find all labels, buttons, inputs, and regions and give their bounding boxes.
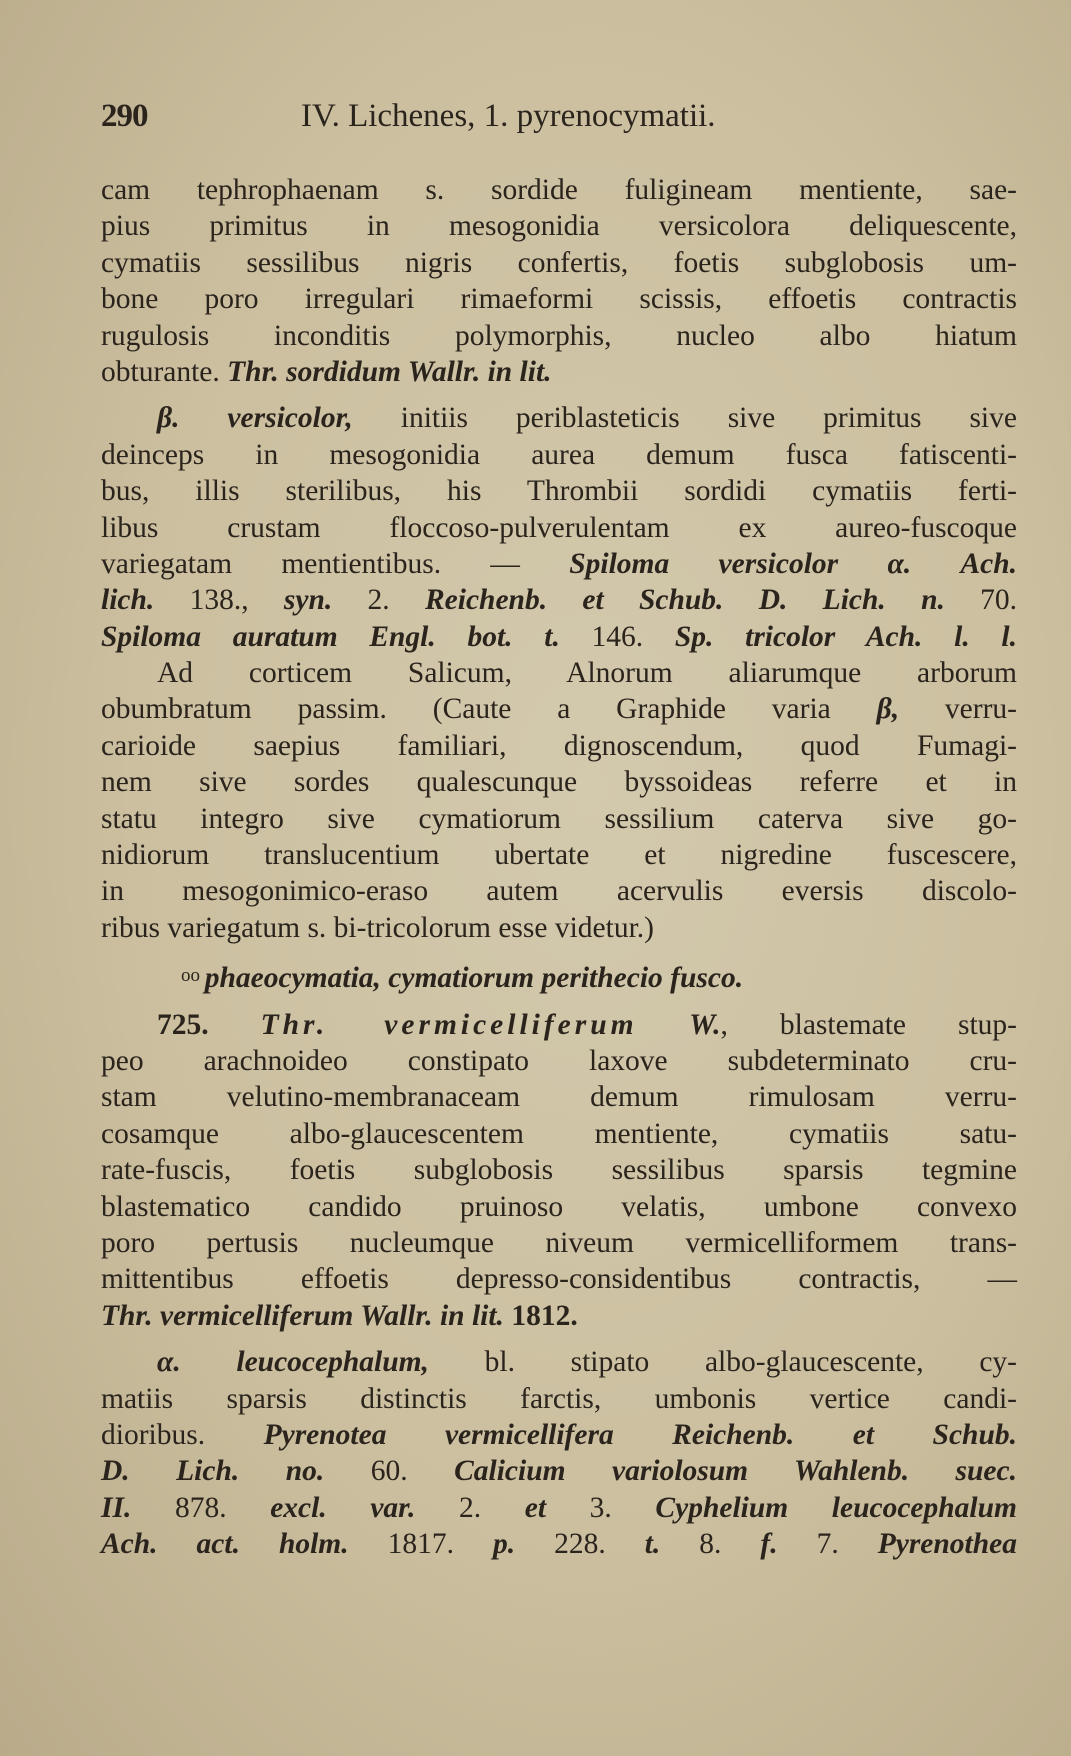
text-run: 228.: [515, 1528, 645, 1561]
text-line: [101, 510, 1017, 546]
text-line: [101, 1043, 1017, 1079]
paragraph: [101, 655, 1017, 946]
text-run: Cyphelium leucocephalum: [655, 1491, 1017, 1524]
text-run: β. versicolor,: [157, 402, 353, 435]
text-line: [101, 354, 1017, 390]
text-run: 2.: [332, 584, 425, 617]
text-line: [101, 910, 1017, 946]
text-line: [101, 1189, 1017, 1225]
text-run: dioribus.: [101, 1418, 264, 1451]
text-run: II.: [101, 1491, 132, 1524]
text-line: [101, 1526, 1017, 1562]
text-line: [101, 318, 1017, 354]
text-run: rate-fuscis, foetis subglobosis sessilibus sparsis tegmine: [101, 1154, 1017, 1187]
text-run: 878.: [131, 1491, 271, 1524]
text-line: [101, 764, 1017, 800]
text-run: Ach. act. holm.: [101, 1528, 349, 1561]
text-run: excl. var.: [270, 1491, 416, 1524]
text-run: α. leucocephalum,: [157, 1346, 429, 1379]
text-run: p.: [492, 1528, 516, 1561]
text-line: [101, 1453, 1017, 1489]
text-run: matiis sparsis distinctis farctis, umbonis vertice candi-: [101, 1382, 1017, 1415]
text-line: [101, 958, 1017, 994]
text-run: carioide saepius familiari, dignoscendum, quod Fumagi-: [101, 729, 1017, 762]
section-heading: [101, 958, 1017, 994]
text-line: [101, 1298, 1017, 1334]
text-run: bus, illis sterilibus, his Thrombii sordidi cymatiis ferti-: [101, 475, 1017, 508]
text-run: cymatiis sessilibus nigris confertis, foetis subglobosis um-: [101, 246, 1017, 279]
text-line: [101, 837, 1017, 873]
text-run: Reichenb. et Schub. D. Lich. n.: [424, 584, 945, 617]
text-run: f.: [760, 1528, 778, 1561]
text-line: [101, 473, 1017, 509]
text-line: [101, 1261, 1017, 1297]
text-run: syn.: [283, 584, 333, 617]
text-run: verru-: [899, 693, 1017, 726]
text-run: bl. stipato albo-glaucescente, cy-: [428, 1346, 1017, 1379]
text-line: [101, 546, 1017, 582]
text-run: 60.: [324, 1455, 455, 1488]
text-run: ribus variegatum s. bi-tricolorum esse videtur.): [101, 911, 654, 944]
text-line: [101, 437, 1017, 473]
text-run: nem sive sordes qualescunque byssoideas referre et in: [101, 766, 1017, 799]
text-line: [101, 801, 1017, 837]
text-run: Spiloma versicolor α. Ach.: [569, 547, 1018, 580]
text-run: pius primitus in mesogonidia versicolora deliquescente,: [101, 210, 1017, 243]
text-run: cam tephrophaenam s. sordide fuligineam mentiente, sae-: [101, 174, 1017, 206]
text-line: [101, 1152, 1017, 1188]
text-run: W.: [637, 1008, 721, 1041]
text-run: deinceps in mesogonidia aurea demum fusca fatiscenti-: [101, 438, 1017, 471]
text-run: rugulosis inconditis polymorphis, nucleo albo hiatum: [101, 319, 1017, 352]
page-body-text: [101, 172, 1017, 1562]
text-run: obturante.: [101, 355, 228, 388]
text-line: [101, 1116, 1017, 1152]
text-run: libus crustam floccoso-pulverulentam ex aureo-fuscoque: [101, 511, 1017, 544]
text-line: [101, 655, 1017, 691]
text-run: obumbratum passim. (Caute a Graphide varia: [101, 693, 877, 726]
text-run: 70.: [944, 584, 1018, 617]
paragraph: [101, 1007, 1017, 1335]
text-run: cosamque albo-glaucescentem mentiente, cymatiis satu-: [101, 1117, 1017, 1150]
text-line: [101, 728, 1017, 764]
text-line: [101, 400, 1017, 436]
text-run: initiis periblasteticis sive primitus sive: [352, 402, 1017, 435]
running-header: [101, 98, 1017, 138]
text-run: 3.: [546, 1491, 656, 1524]
running-title: IV. Lichenes, 1. pyrenocymatii.: [301, 98, 716, 134]
text-run: Ad corticem Salicum, Alnorum aliarumque arborum: [157, 657, 1017, 690]
text-run: variegatam mentientibus. —: [101, 547, 570, 580]
text-run: 725.: [157, 1008, 261, 1041]
text-run: nidiorum translucentium ubertate et nigredine fuscescere,: [101, 839, 1017, 872]
text-run: Thr. vermicelliferum Wallr. in lit.: [101, 1299, 504, 1332]
text-run: bone poro irregulari rimaeformi scissis, effoetis contractis: [101, 283, 1017, 316]
text-run: Thr. sordidum Wallr. in lit.: [227, 355, 552, 388]
text-run: Sp. tricolor Ach. l. l.: [674, 620, 1017, 653]
text-line: [101, 873, 1017, 909]
text-line: [101, 1079, 1017, 1115]
text-line: [101, 691, 1017, 727]
text-run: phaeocymatia, cymatiorum perithecio fusco.: [204, 962, 744, 995]
text-line: [101, 245, 1017, 281]
text-run: Pyrenothea: [877, 1528, 1018, 1561]
text-line: [101, 1225, 1017, 1261]
page-number: 290: [101, 98, 148, 134]
text-run: t.: [644, 1528, 661, 1561]
text-run: β,: [876, 693, 900, 726]
text-run: D. Lich. no.: [101, 1455, 325, 1488]
text-line: [101, 619, 1017, 655]
text-run: et: [524, 1491, 547, 1524]
text-run: lich.: [101, 584, 155, 617]
text-line: [101, 281, 1017, 317]
text-run: , blastemate stup-: [720, 1008, 1018, 1041]
text-run: peo arachnoideo constipato laxove subdeterminato cru-: [101, 1044, 1017, 1077]
text-run: 1812.: [503, 1299, 578, 1332]
text-run: mittentibus effoetis depresso-considentibus contractis, —: [101, 1263, 1017, 1296]
text-line: [101, 1381, 1017, 1417]
text-run: poro pertusis nucleumque niveum vermicelliformem trans-: [101, 1226, 1017, 1259]
text-line: [101, 1490, 1017, 1526]
text-run: 138.,: [154, 584, 284, 617]
paragraph: [101, 400, 1017, 655]
text-line: [101, 1417, 1017, 1453]
paragraph: [101, 1344, 1017, 1562]
text-run: in mesogonimico-eraso autem acervulis eversis discolo-: [101, 875, 1017, 908]
text-run: Spiloma auratum Engl. bot. t.: [101, 620, 560, 653]
text-run: Pyrenotea vermicellifera Reichenb. et Schub.: [263, 1418, 1017, 1451]
text-line: [101, 172, 1017, 208]
text-line: [101, 1007, 1017, 1043]
text-run: 7.: [777, 1528, 878, 1561]
text-run: Thr. vermicelliferum: [260, 1008, 638, 1041]
text-run: stam velutino-membranaceam demum rimulosam verru-: [101, 1081, 1017, 1114]
text-run: 2.: [415, 1491, 525, 1524]
text-run: 146.: [559, 620, 675, 653]
text-run: Calicium variolosum Wahlenb. suec.: [454, 1455, 1017, 1488]
text-line: [101, 582, 1017, 618]
text-run: 1817.: [348, 1528, 493, 1561]
text-line: [101, 208, 1017, 244]
text-run: oo: [181, 965, 205, 987]
text-run: blastematico candido pruinoso velatis, umbone convexo: [101, 1190, 1017, 1223]
text-run: statu integro sive cymatiorum sessilium caterva sive go-: [101, 802, 1017, 835]
text-run: 8.: [660, 1528, 761, 1561]
text-line: [101, 1344, 1017, 1380]
paragraph: [101, 172, 1017, 390]
